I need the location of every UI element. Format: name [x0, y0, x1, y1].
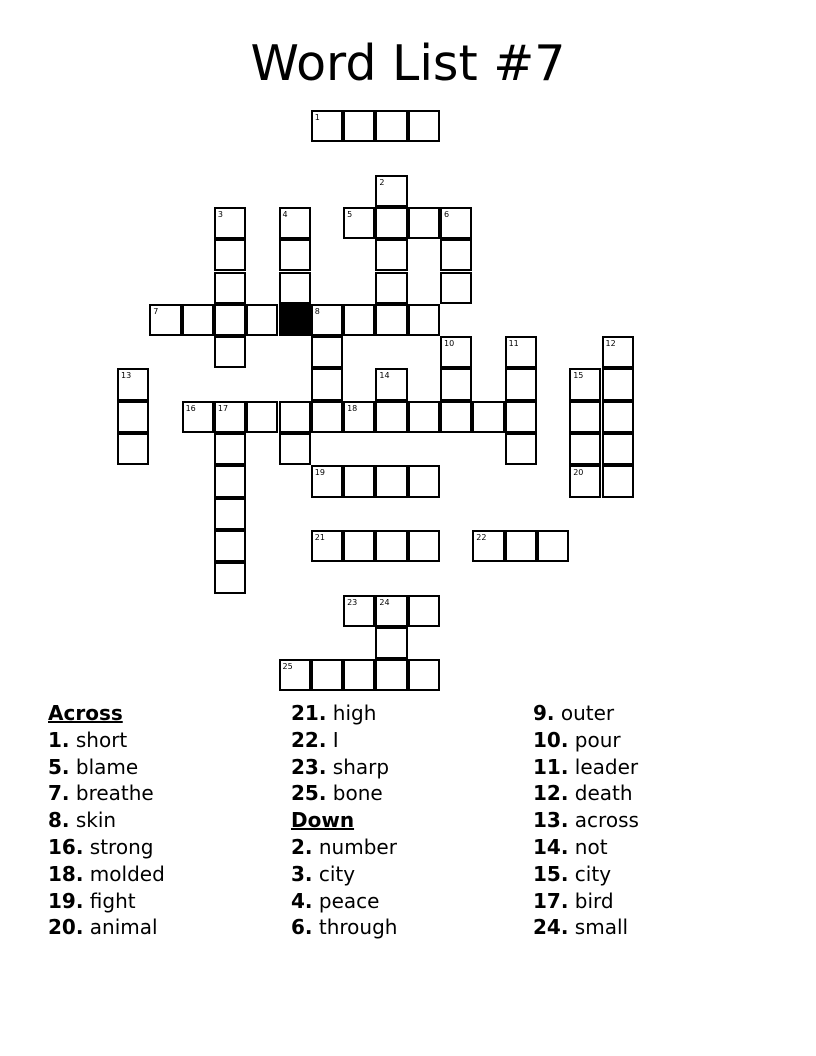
grid-cell[interactable]	[440, 207, 472, 239]
clue-across-18	[48, 861, 278, 888]
clue-down-15	[533, 861, 763, 888]
clue-text: I	[332, 727, 339, 752]
clue-text: pour	[574, 727, 621, 752]
grid-cell[interactable]	[149, 304, 181, 336]
clue-number-label: 8	[314, 306, 320, 316]
clue-number-label: 11	[508, 339, 519, 349]
grid-cell[interactable]	[311, 368, 343, 400]
grid-cell[interactable]	[505, 368, 537, 400]
grid-cell[interactable]	[408, 401, 440, 433]
grid-cell[interactable]	[343, 304, 375, 336]
grid-cell[interactable]	[408, 110, 440, 142]
across-heading: Across	[48, 701, 123, 725]
grid-cell[interactable]	[214, 304, 246, 336]
grid-cell[interactable]	[214, 433, 246, 465]
clue-text: breathe	[75, 781, 154, 806]
clue-text: not	[574, 834, 608, 859]
grid-cell[interactable]	[279, 433, 311, 465]
grid-cell[interactable]	[440, 272, 472, 304]
page-title: Word List #7	[250, 35, 566, 92]
grid-cell[interactable]	[537, 530, 569, 562]
clue-down-13	[533, 807, 763, 834]
grid-cell[interactable]	[214, 336, 246, 368]
grid-cell[interactable]	[375, 659, 407, 691]
clue-down-4	[291, 888, 521, 915]
clue-number-label: 20	[573, 468, 584, 478]
clue-number-label: 21	[314, 532, 325, 542]
clue-across-1	[48, 727, 278, 754]
clue-number: 2.	[291, 834, 313, 859]
clue-across-23	[291, 754, 521, 781]
clue-text: city	[574, 861, 612, 886]
clue-across-21	[291, 700, 521, 727]
black-square	[279, 304, 311, 336]
grid-cell[interactable]	[343, 659, 375, 691]
clue-down-9	[533, 700, 763, 727]
clue-number-label: 2	[379, 177, 385, 187]
grid-cell[interactable]	[505, 433, 537, 465]
clue-number: 15.	[533, 861, 569, 886]
grid-cell[interactable]	[279, 659, 311, 691]
clue-number-label: 17	[217, 403, 229, 413]
grid-cell[interactable]	[343, 595, 375, 627]
grid-cell[interactable]	[375, 465, 407, 497]
grid-cell[interactable]	[343, 110, 375, 142]
grid-cell[interactable]	[440, 368, 472, 400]
clue-down-14	[533, 834, 763, 861]
grid-cell[interactable]	[375, 401, 407, 433]
clue-number-label: 25	[282, 662, 293, 672]
grid-cell[interactable]	[214, 562, 246, 594]
clue-text: bird	[574, 888, 614, 913]
clue-number-label: 13	[121, 371, 132, 381]
grid-cell[interactable]	[569, 368, 601, 400]
clue-list	[48, 700, 788, 960]
grid-cell[interactable]	[214, 239, 246, 271]
clue-number: 19.	[48, 888, 84, 913]
clue-text: death	[574, 781, 633, 806]
grid-cell[interactable]	[602, 465, 634, 497]
clue-number: 10.	[533, 727, 569, 752]
clue-number-label: 18	[347, 403, 358, 413]
clue-text: animal	[89, 915, 158, 940]
clue-text: outer	[560, 701, 615, 725]
grid-cell[interactable]	[311, 659, 343, 691]
grid-cell[interactable]	[343, 530, 375, 562]
clue-number: 24.	[533, 915, 569, 940]
grid-cell[interactable]	[279, 207, 311, 239]
grid-cell[interactable]	[117, 401, 149, 433]
clue-text: small	[574, 915, 629, 940]
clue-text: city	[318, 861, 356, 886]
clue-text: bone	[332, 781, 383, 806]
clue-number: 13.	[533, 808, 569, 833]
grid-cell[interactable]	[117, 368, 149, 400]
clue-text: short	[75, 727, 128, 752]
grid-cell[interactable]	[375, 530, 407, 562]
grid-cell[interactable]	[375, 110, 407, 142]
clue-number-label: 5	[347, 209, 353, 219]
grid-cell[interactable]	[279, 401, 311, 433]
grid-cell[interactable]	[569, 433, 601, 465]
clue-down-6	[291, 914, 521, 941]
grid-cell[interactable]	[311, 465, 343, 497]
clue-number-label: 15	[573, 371, 584, 381]
grid-cell[interactable]	[214, 401, 246, 433]
clue-text: through	[318, 915, 398, 940]
clue-number: 5.	[48, 754, 70, 779]
clue-text: molded	[89, 861, 165, 886]
clue-number: 18.	[48, 861, 84, 886]
grid-cell[interactable]	[602, 401, 634, 433]
grid-cell[interactable]	[246, 401, 278, 433]
grid-cell[interactable]	[408, 207, 440, 239]
clue-text: fight	[89, 888, 136, 913]
grid-cell[interactable]	[472, 530, 504, 562]
grid-cell[interactable]	[182, 401, 214, 433]
grid-cell[interactable]	[375, 595, 407, 627]
grid-cell[interactable]	[505, 530, 537, 562]
grid-cell[interactable]	[440, 401, 472, 433]
clue-number-label: 6	[444, 209, 450, 219]
grid-cell[interactable]	[408, 595, 440, 627]
clue-number-label: 19	[314, 468, 325, 478]
clue-column-1	[48, 700, 278, 941]
clue-text: sharp	[332, 754, 390, 779]
grid-cell[interactable]	[214, 498, 246, 530]
clue-across-16	[48, 834, 278, 861]
grid-cell[interactable]	[602, 368, 634, 400]
clue-number: 3.	[291, 861, 313, 886]
grid-cell[interactable]	[408, 659, 440, 691]
grid-cell[interactable]	[569, 465, 601, 497]
clue-text: number	[318, 834, 397, 859]
grid-cell[interactable]	[375, 368, 407, 400]
clue-number: 16.	[48, 834, 84, 859]
clue-number: 9.	[533, 701, 555, 725]
clue-number: 8.	[48, 808, 70, 833]
clue-number: 21.	[291, 701, 327, 725]
clue-number: 11.	[533, 754, 569, 779]
grid-cell[interactable]	[343, 207, 375, 239]
clue-across-22	[291, 727, 521, 754]
clue-number-label: 1	[314, 113, 320, 122]
clue-across-7	[48, 780, 278, 807]
clue-number: 12.	[533, 781, 569, 806]
grid-cell[interactable]	[279, 272, 311, 304]
grid-cell[interactable]	[375, 272, 407, 304]
grid-cell[interactable]	[214, 207, 246, 239]
grid-cell[interactable]	[311, 401, 343, 433]
clue-number: 20.	[48, 915, 84, 940]
grid-cell[interactable]	[214, 530, 246, 562]
clue-column-2	[291, 700, 521, 941]
clue-text: peace	[318, 888, 380, 913]
clue-text: skin	[75, 808, 117, 833]
clue-number-label: 10	[444, 339, 455, 349]
grid-cell[interactable]	[182, 304, 214, 336]
clue-number: 1.	[48, 727, 70, 752]
grid-cell[interactable]	[117, 433, 149, 465]
grid-cell[interactable]	[440, 336, 472, 368]
grid-cell[interactable]	[246, 304, 278, 336]
grid-cell[interactable]	[408, 465, 440, 497]
grid-cell[interactable]	[311, 530, 343, 562]
clue-number-label: 7	[153, 306, 159, 316]
clue-down-11	[533, 754, 763, 781]
grid-cell[interactable]	[472, 401, 504, 433]
grid-cell[interactable]	[311, 336, 343, 368]
clue-down-3	[291, 861, 521, 888]
clue-number-label: 22	[476, 532, 487, 542]
clue-number-label: 12	[605, 339, 616, 349]
clue-down-2	[291, 834, 521, 861]
down-heading: Down	[291, 808, 355, 833]
clue-across-25	[291, 780, 521, 807]
grid-cell[interactable]	[375, 304, 407, 336]
clue-number-label: 4	[282, 209, 288, 219]
grid-cell[interactable]	[311, 110, 343, 142]
clue-across-5	[48, 754, 278, 781]
clue-down-10	[533, 727, 763, 754]
grid-cell[interactable]	[440, 239, 472, 271]
grid-cell[interactable]	[408, 304, 440, 336]
clue-number: 23.	[291, 754, 327, 779]
clue-text: leader	[574, 754, 639, 779]
clue-down-12	[533, 780, 763, 807]
clue-number: 14.	[533, 834, 569, 859]
clue-across-8	[48, 807, 278, 834]
clue-text: blame	[75, 754, 139, 779]
clue-text: strong	[89, 834, 154, 859]
clue-number-label: 14	[379, 371, 390, 381]
grid-cell[interactable]	[375, 207, 407, 239]
grid-cell[interactable]	[311, 304, 343, 336]
clue-number: 25.	[291, 781, 327, 806]
clue-number: 17.	[533, 888, 569, 913]
clue-number-label: 16	[185, 403, 196, 413]
clue-down-17	[533, 888, 763, 915]
clue-across-19	[48, 888, 278, 915]
clue-number: 4.	[291, 888, 313, 913]
grid-cell[interactable]	[214, 465, 246, 497]
grid-cell[interactable]	[408, 530, 440, 562]
clue-number-label: 3	[217, 209, 223, 219]
clue-number: 7.	[48, 781, 70, 806]
grid-cell[interactable]	[569, 401, 601, 433]
clue-number-label: 24	[379, 597, 390, 607]
grid-cell[interactable]	[505, 401, 537, 433]
clue-column-3	[533, 700, 763, 941]
clue-number: 22.	[291, 727, 327, 752]
grid-cell[interactable]	[602, 433, 634, 465]
clue-number: 6.	[291, 915, 313, 940]
grid-cell[interactable]	[343, 401, 375, 433]
grid-cell[interactable]	[279, 239, 311, 271]
clue-across-20	[48, 914, 278, 941]
clue-text: across	[574, 808, 639, 833]
grid-cell[interactable]	[602, 336, 634, 368]
grid-cell[interactable]	[375, 239, 407, 271]
grid-cell[interactable]	[214, 272, 246, 304]
grid-cell[interactable]	[375, 627, 407, 659]
grid-cell[interactable]	[375, 175, 407, 207]
grid-cell[interactable]	[505, 336, 537, 368]
clue-down-24	[533, 914, 763, 941]
clue-text: high	[332, 701, 377, 725]
grid-cell[interactable]	[343, 465, 375, 497]
clue-number-label: 23	[347, 597, 358, 607]
